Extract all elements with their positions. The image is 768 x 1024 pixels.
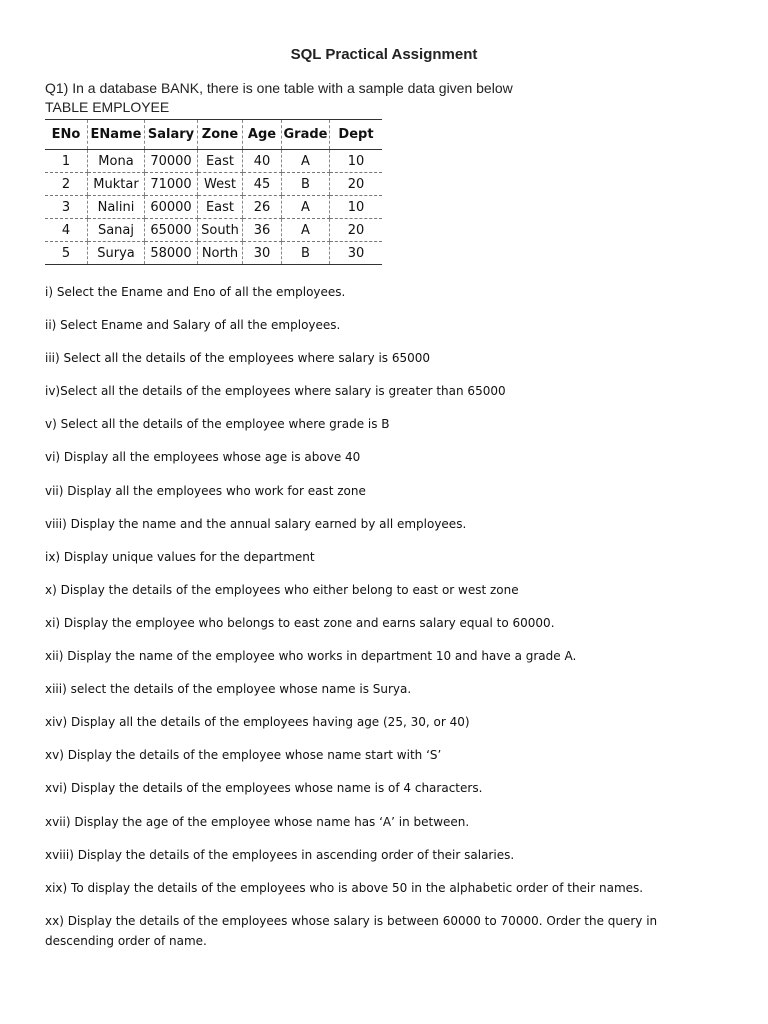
table-cell: 65000 [145,219,198,242]
table-cell: 30 [330,242,383,265]
question-item: iii) Select all the details of the employees where salary is 65000 [45,351,431,366]
table-cell: 70000 [145,150,198,173]
table-row [45,219,382,242]
question-item: x) Display the details of the employees who either belong to east or west zone [45,582,519,597]
table-cell: A [282,196,330,219]
column-header-salary: Salary [145,120,198,150]
question-item: vii) Display all the employees who work for east zone [45,483,366,498]
question-item: ix) Display unique values for the department [45,549,315,564]
question-item: xviii) Display the details of the employees in ascending order of their salaries. [45,847,515,862]
table-row [45,173,382,196]
table-cell: South [198,219,243,242]
question-item: ii) Select Ename and Salary of all the employees. [45,318,341,333]
table-cell: West [198,173,243,196]
table-cell: 10 [330,196,383,219]
column-header-grade: Grade [282,120,330,150]
question-item: xiii) select the details of the employee whose name is Surya. [45,682,412,697]
table-cell: 20 [330,173,383,196]
column-header-ename: EName [88,120,145,150]
table-cell: Nalini [88,196,145,219]
table-cell: B [282,173,330,196]
table-cell: B [282,242,330,265]
table-cell: Mona [88,150,145,173]
question-item: xvi) Display the details of the employees whose name is of 4 characters. [45,781,483,796]
table-cell: A [282,219,330,242]
table-cell: 36 [243,219,282,242]
question-item: viii) Display the name and the annual salary earned by all employees. [45,516,467,531]
employee-table [45,119,382,265]
question-item: xiv) Display all the details of the employees having age (25, 30, or 40) [45,715,470,730]
question-item: i) Select the Ename and Eno of all the employees. [45,285,346,299]
question-item: v) Select all the details of the employee where grade is B [45,417,390,432]
column-header-zone: Zone [198,120,243,150]
question-item: vi) Display all the employees whose age is above 40 [45,450,361,465]
table-cell: 10 [330,150,383,173]
table-cell: 2 [45,173,88,196]
table-cell: North [198,242,243,265]
table-cell: A [282,150,330,173]
question-item: xx) Display the details of the employees whose salary is between 60000 to 70000. Order the query in descending order of name. [45,913,658,948]
table-cell: 45 [243,173,282,196]
table-cell: 5 [45,242,88,265]
table-cell: 3 [45,196,88,219]
table-cell: Muktar [88,173,145,196]
column-header-dept: Dept [330,120,383,150]
question-list [45,282,725,951]
table-cell: 26 [243,196,282,219]
column-header-age: Age [243,120,282,150]
table-header-row [45,120,382,150]
question-item: xi) Display the employee who belongs to east zone and earns salary equal to 60000. [45,615,555,630]
table-cell: 4 [45,219,88,242]
table-cell: 20 [330,219,383,242]
table-caption: TABLE EMPLOYEE [45,99,170,115]
table-cell: 60000 [145,196,198,219]
question-item: xvii) Display the age of the employee whose name has ‘A’ in between. [45,814,470,829]
question-item: xv) Display the details of the employee whose name start with ‘S’ [45,748,442,763]
table-cell: 71000 [145,173,198,196]
table-row [45,242,382,265]
column-header-eno: ENo [45,120,88,150]
table-row [45,150,382,173]
question-intro: Q1) In a database BANK, there is one table with a sample data given below [45,80,513,96]
table-cell: 58000 [145,242,198,265]
table-cell: East [198,196,243,219]
table-cell: 1 [45,150,88,173]
table-cell: 40 [243,150,282,173]
question-item: xii) Display the name of the employee who works in department 10 and have a grade A. [45,649,577,664]
table-cell: Surya [88,242,145,265]
page-title: SQL Practical Assignment [290,46,478,63]
table-cell: Sanaj [88,219,145,242]
table-cell: 30 [243,242,282,265]
question-item: xix) To display the details of the employees who is above 50 in the alphabetic order of their names. [45,880,644,895]
table-cell: East [198,150,243,173]
question-item: iv)Select all the details of the employees where salary is greater than 65000 [45,384,506,399]
table-row [45,196,382,219]
